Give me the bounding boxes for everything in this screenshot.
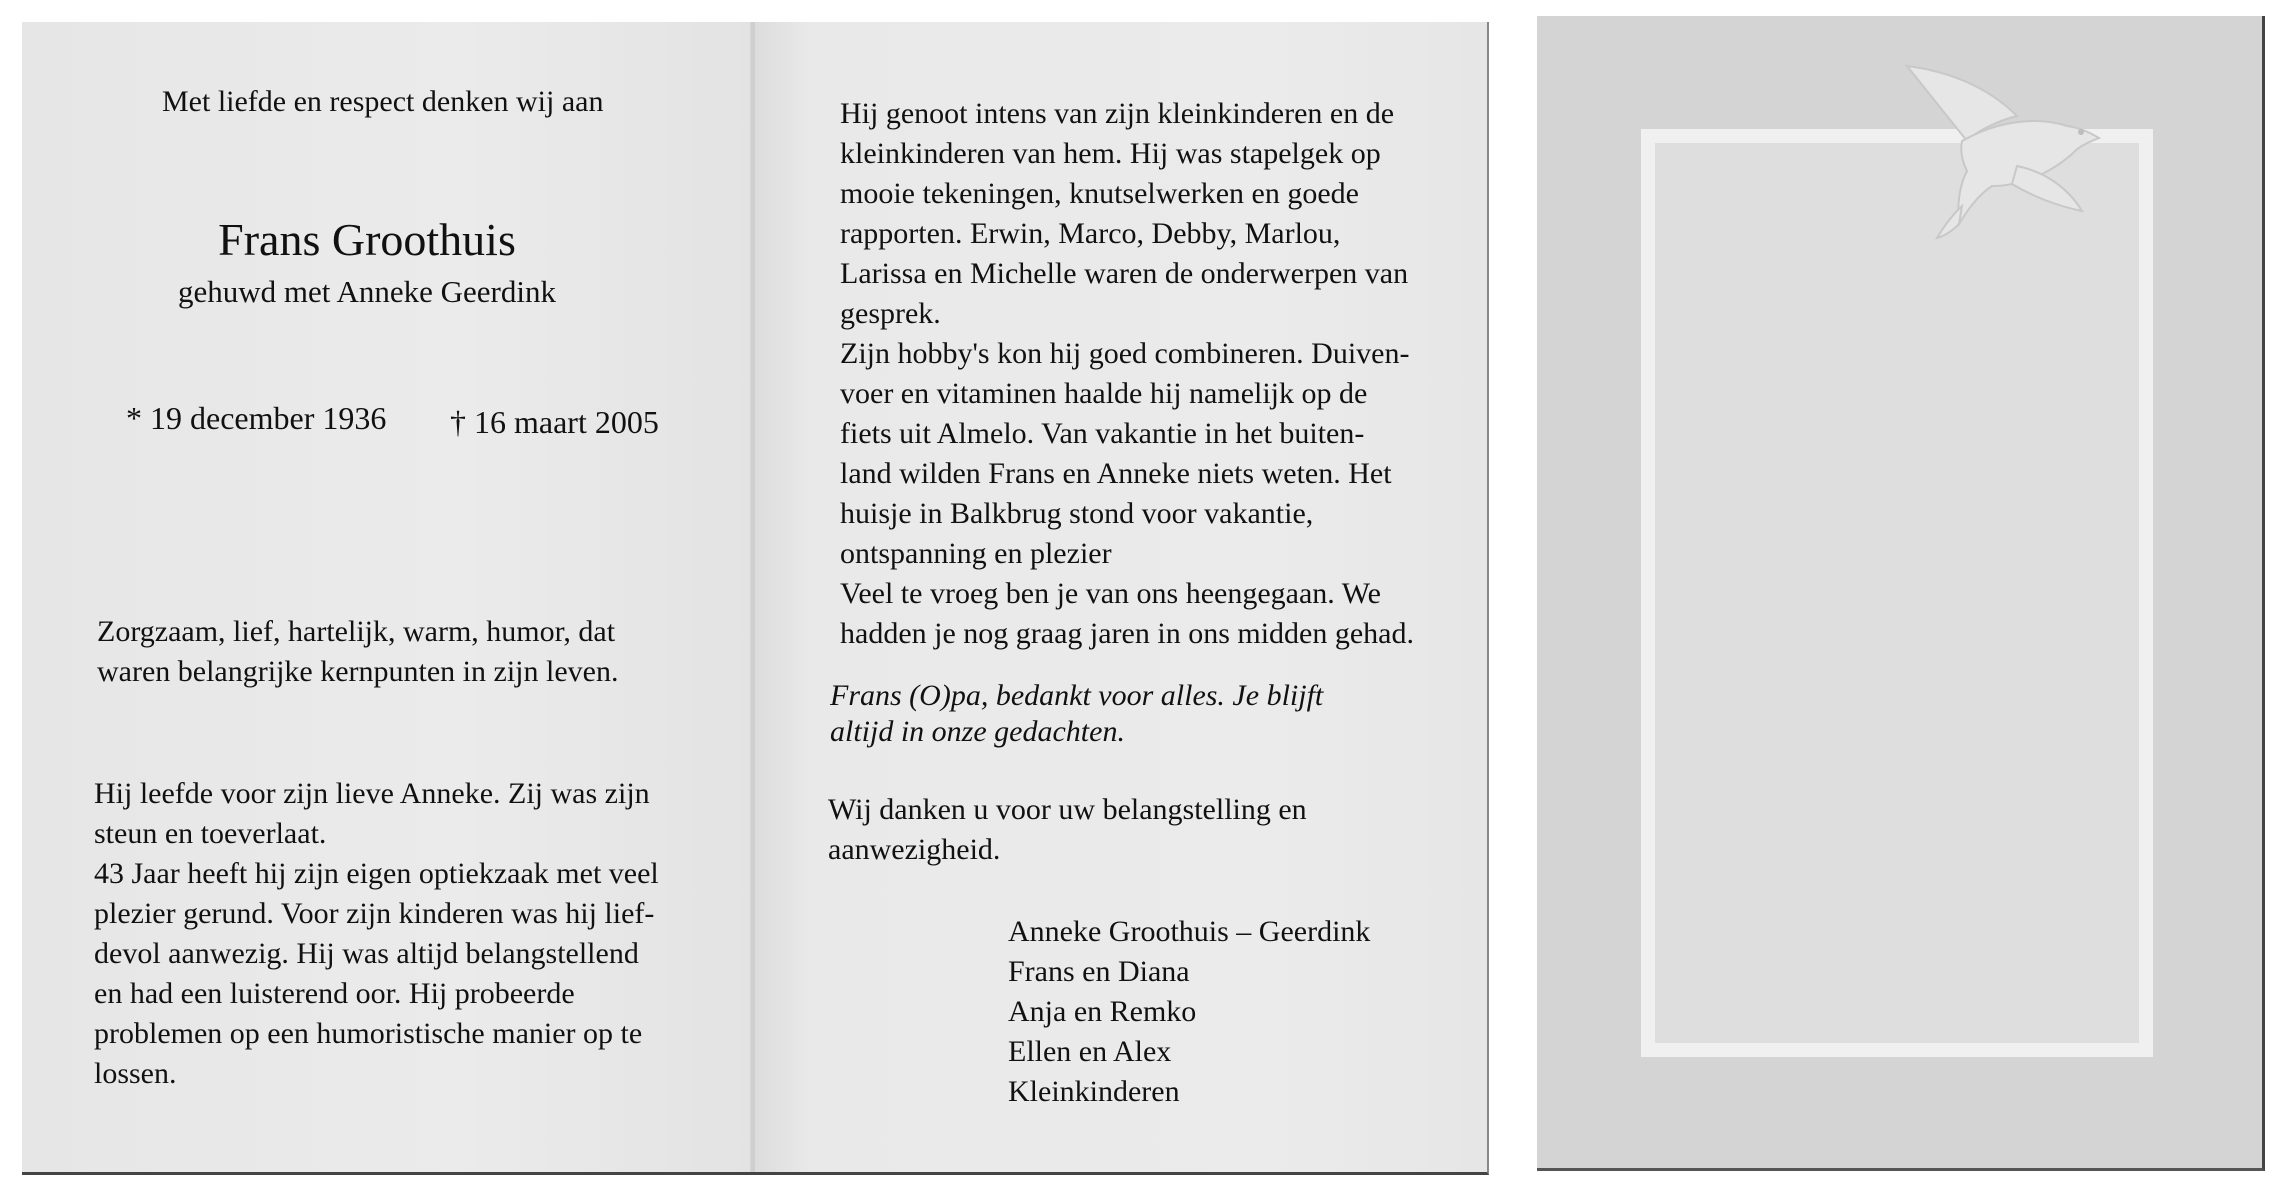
farewell-paragraph: [830, 678, 1450, 750]
story-line: huisje in Balkbrug stond voor vakantie,: [840, 497, 1314, 530]
deceased-name: Frans Groothuis: [218, 214, 516, 265]
traits-paragraph: [97, 612, 707, 692]
traits-line: Zorgzaam, lief, hartelijk, warm, humor, dat: [97, 615, 616, 648]
story-line: steun en toeverlaat.: [94, 817, 327, 850]
death-date: † 16 maart 2005: [450, 404, 659, 440]
thanks-line: Wij danken u voor uw belangstelling en: [828, 793, 1307, 826]
story-line: plezier gerund. Voor zijn kinderen was hij lief-: [94, 897, 655, 930]
farewell-line: Frans (O)pa, bedankt voor alles. Je blijft: [830, 679, 1324, 712]
story-paragraph-left: [94, 774, 714, 1094]
signature-line: Ellen en Alex: [1008, 1035, 1172, 1068]
story-line: rapporten. Erwin, Marco, Debby, Marlou,: [840, 217, 1341, 250]
story-line: devol aanwezig. Hij was altijd belangstellend: [94, 937, 639, 970]
decorative-frame: [1641, 129, 2153, 1057]
story-line: Hij leefde voor zijn lieve Anneke. Zij was zijn: [94, 777, 650, 810]
signatures: [1008, 912, 1448, 1112]
frame-inner-panel: [1655, 143, 2139, 1043]
card-fold: [750, 22, 755, 1172]
memorial-card-inside: [22, 22, 1489, 1175]
story-paragraph-right: [840, 94, 1460, 654]
spouse-text: gehuwd met Anneke Geerdink: [178, 274, 556, 309]
thanks-line: aanwezigheid.: [828, 833, 1001, 866]
story-line: Larissa en Michelle waren de onderwerpen van: [840, 257, 1409, 290]
intro-text: Met liefde en respect denken wij aan: [162, 85, 604, 118]
story-line: problemen op een humoristische manier op te: [94, 1017, 643, 1050]
story-line: gesprek.: [840, 297, 941, 330]
signature-line: Anneke Groothuis – Geerdink: [1008, 915, 1371, 948]
story-line: Hij genoot intens van zijn kleinkinderen en de: [840, 97, 1395, 130]
story-line: fiets uit Almelo. Van vakantie in het buiten-: [840, 417, 1365, 450]
story-line: land wilden Frans en Anneke niets weten. Het: [840, 457, 1392, 490]
memorial-card-back: [1537, 16, 2265, 1171]
story-line: voer en vitaminen haalde hij namelijk op de: [840, 377, 1368, 410]
traits-line: waren belangrijke kernpunten in zijn leven.: [97, 655, 619, 688]
story-line: 43 Jaar heeft hij zijn eigen optiekzaak met veel: [94, 857, 659, 890]
story-line: hadden je nog graag jaren in ons midden gehad.: [840, 617, 1414, 650]
signature-line: Kleinkinderen: [1008, 1075, 1180, 1108]
story-line: kleinkinderen van hem. Hij was stapelgek op: [840, 137, 1381, 170]
story-line: lossen.: [94, 1057, 177, 1090]
birth-date: * 19 december 1936: [126, 400, 387, 436]
signature-line: Anja en Remko: [1008, 995, 1197, 1028]
story-line: ontspanning en plezier: [840, 537, 1112, 570]
story-line: mooie tekeningen, knutselwerken en goede: [840, 177, 1359, 210]
story-line: Veel te vroeg ben je van ons heengegaan. We: [840, 577, 1381, 610]
thanks-paragraph: [828, 790, 1448, 870]
story-line: en had een luisterend oor. Hij probeerde: [94, 977, 575, 1010]
dove-icon: [1867, 46, 2117, 246]
story-line: Zijn hobby's kon hij goed combineren. Duiven-: [840, 337, 1410, 370]
signature-line: Frans en Diana: [1008, 955, 1190, 988]
farewell-line: altijd in onze gedachten.: [830, 715, 1125, 748]
